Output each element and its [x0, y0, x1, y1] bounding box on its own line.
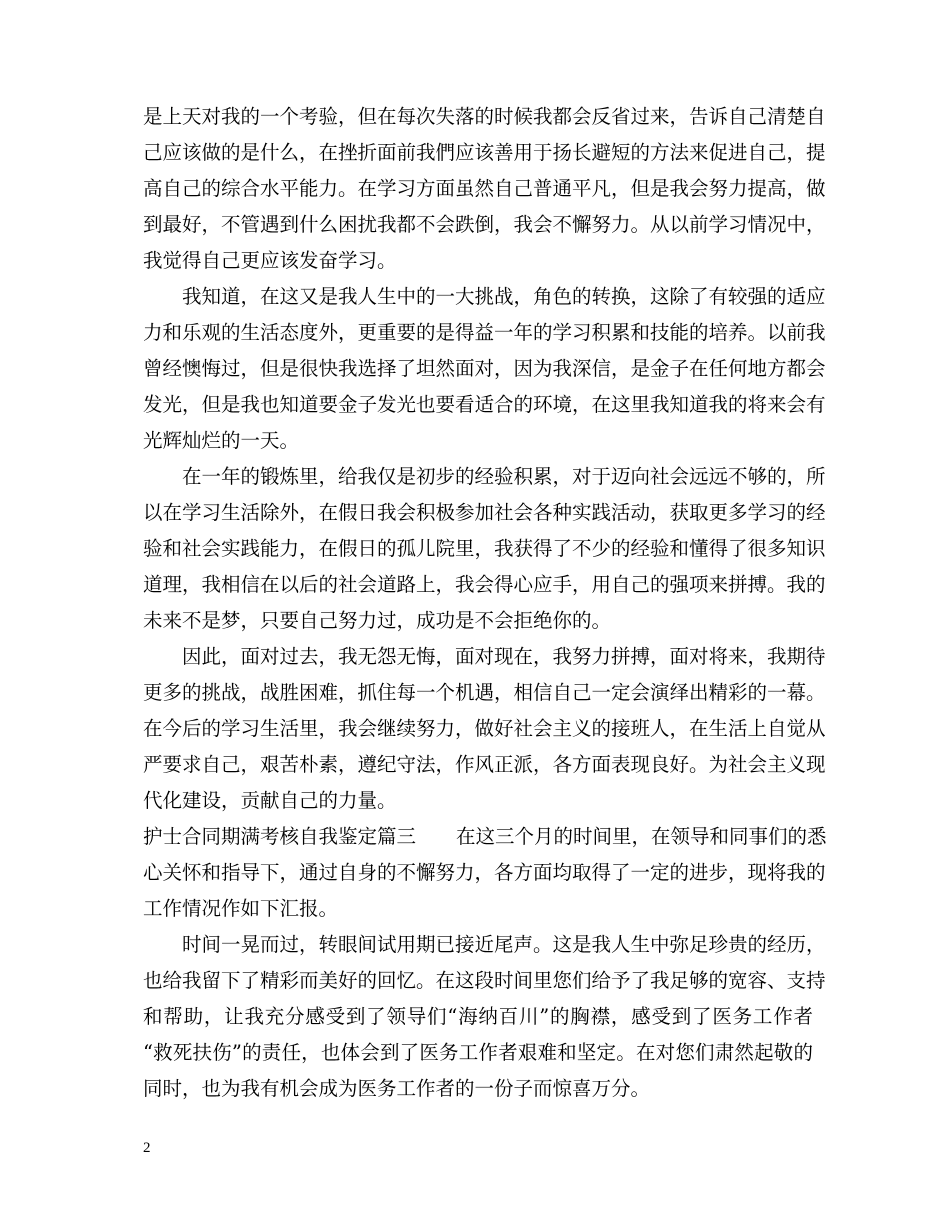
section-heading-line	[143, 819, 827, 855]
text-line: 也给我留下了精彩而美好的回忆。在这段时间里您们给予了我足够的宽容、支持	[143, 969, 826, 992]
text-line: “救死扶伤”的责任，也体会到了医务工作者艰难和坚定。在对您们肃然起敬的	[143, 1041, 813, 1064]
text-line: 是上天对我的一个考验，但在每次失落的时候我都会反省过来，告诉自己清楚自	[143, 105, 826, 128]
text-line: 高自己的综合水平能力。在学习方面虽然自己普通平凡，但是我会努力提高，做	[143, 177, 826, 200]
text-line: 更多的挑战，战胜困难，抓住每一个机遇，相信自己一定会演绎出精彩的一幕。	[143, 681, 826, 704]
text-line: 心关怀和指导下，通过自身的不懈努力，各方面均取得了一定的进步，现将我的	[143, 861, 826, 884]
text-line: 发光，但是我也知道要金子发光也要看适合的环境，在这里我知道我的将来会有	[143, 393, 826, 416]
section-text: 在这三个月的时间里，在领导和同事们的悉	[456, 825, 827, 848]
text-line: 验和社会实践能力，在假日的孤儿院里，我获得了不少的经验和懂得了很多知识	[143, 537, 826, 560]
section-heading: 护士合同期满考核自我鉴定篇三	[143, 825, 417, 848]
text-line: 未来不是梦，只要自己努力过，成功是不会拒绝你的。	[143, 609, 612, 632]
text-line: 己应该做的是什么，在挫折面前我們应该善用于扬长避短的方法来促进自己，提	[143, 141, 826, 164]
text-line: 严要求自己，艰苦朴素，遵纪守法，作风正派，各方面表现良好。为社会主义现	[143, 753, 826, 776]
text-line: 工作情况作如下汇报。	[143, 897, 339, 920]
paragraph-first-line: 在一年的锻炼里，给我仅是初步的经验积累，对于迈向社会远远不够的，所	[182, 465, 826, 488]
page-number: 2	[143, 1140, 151, 1156]
paragraph-first-line: 因此，面对过去，我无怨无悔，面对现在，我努力拼搏，面对将来，我期待	[182, 645, 826, 668]
paragraph-first-line: 时间一晃而过，转眼间试用期已接近尾声。这是我人生中弥足珍贵的经历，	[182, 933, 826, 956]
text-line: 以在学习生活除外，在假日我会积极参加社会各种实践活动，获取更多学习的经	[143, 501, 826, 524]
text-line: 我觉得自己更应该发奋学习。	[143, 249, 397, 272]
text-line: 道理，我相信在以后的社会道路上，我会得心应手，用自己的强项来拼搏。我的	[143, 573, 826, 596]
text-line: 力和乐观的生活态度外，更重要的是得益一年的学习积累和技能的培养。以前我	[143, 321, 826, 344]
text-line: 曾经懊悔过，但是很快我选择了坦然面对，因为我深信，是金子在任何地方都会	[143, 357, 826, 380]
text-line: 和帮助，让我充分感受到了领导们“海纳百川”的胸襟，感受到了医务工作者	[143, 1005, 813, 1028]
paragraph-first-line: 我知道，在这又是我人生中的一大挑战，角色的转换，这除了有较强的适应	[182, 285, 826, 308]
text-line: 同时，也为我有机会成为医务工作者的一份子而惊喜万分。	[143, 1077, 651, 1100]
text-line: 在今后的学习生活里，我会继续努力，做好社会主义的接班人，在生活上自觉从	[143, 717, 826, 740]
text-line: 到最好，不管遇到什么困扰我都不会跌倒，我会不懈努力。从以前学习情况中，	[143, 213, 826, 236]
text-line: 代化建设，贡献自己的力量。	[143, 789, 397, 812]
text-line: 光辉灿烂的一天。	[143, 429, 300, 452]
